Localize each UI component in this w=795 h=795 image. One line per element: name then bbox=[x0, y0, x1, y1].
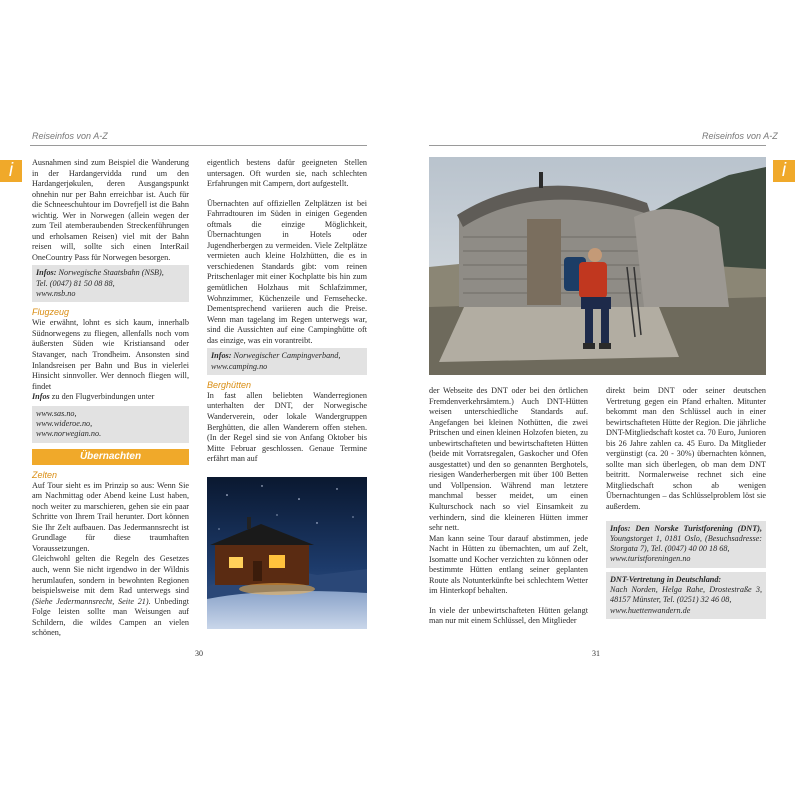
subheading-zelten: Zelten bbox=[32, 469, 58, 480]
info-box-dnt: Infos: Den Norske Turistforening (DNT), Youngstorget 1, 0181 Oslo, (Besuchsadresse: Storgata 7), Tel. (0047) 40 00 18 68, www.turistforeningen.no bbox=[606, 521, 766, 568]
subheading-flugzeug: Flugzeug bbox=[32, 307, 70, 318]
photo-stone-hut bbox=[429, 157, 766, 375]
column-1 bbox=[32, 158, 189, 639]
paragraph: eigentlich bestens dafür geeigneten Stellen untersagen. Oft wurden sie, nach schlechten Erfahrungen mit Campern, dort aufgestellt. bbox=[207, 158, 367, 189]
paragraph: Infos zu den Flugverbindungen unter bbox=[32, 392, 155, 402]
header-rule-right bbox=[429, 145, 766, 146]
subheading-berghuetten: Berghütten bbox=[207, 379, 252, 390]
running-header-right: Reiseinfos von A-Z bbox=[702, 131, 778, 141]
info-box-airlines: www.sas.no, www.wideroe.no, www.norwegian.no. bbox=[32, 406, 189, 443]
paragraph: Auf Tour sieht es im Prinzip so aus: Wenn Sie am Nachmittag oder Abend keine Lust haben, noch weiter zu marschieren, gehen sie ein paar Schritte von Ihrem Trail herunter. Dort können Sie Ihr Zelt aufbauen. Das Jedermannsrecht ist Grundlage für diese traumhaften Voraussetzungen. bbox=[32, 480, 189, 553]
column-2 bbox=[207, 158, 367, 465]
section-tab-right: i bbox=[773, 160, 795, 182]
paragraph: direkt beim DNT oder seiner deutschen Vertretung gegen ein Pfand erhalten. Mitunter bekommt man den Schlüssel auch in einer bewirtschafteten Hütte der Region. Die jährliche DNT-Mitgliedschaft kostet ca. 70 Euro, Junioren bis 26 Jahre zahlen ca. 45 Euro. Da Mitglieder vergünstigt (ca. 20 - 30%) übernachten können, sollte man sich überlegen, ob man dem DNT beitritt. Normalerweise rechnet sich eine Mitgliedschaft schon ab wenigen Übernachtungen – das Schlüsselproblem löst sie außerdem. bbox=[606, 386, 767, 512]
paragraph: In viele der unbewirtschafteten Hütten gelangt man nur mit einem Schlüssel, den Mitglieder bbox=[429, 605, 588, 626]
page-number-left: 30 bbox=[195, 649, 203, 658]
paragraph: Ausnahmen sind zum Beispiel die Wanderung in der Hardangervidda rund um den Hardangerjøkulen, deren Ausgangspunkt ohnehin nur per Bahn erreichbar ist. Auch für die Schneeschuhtour im Dovrefjell ist die Bahn wichtig. Wer in Norwegen (allein wegen der zum Teil atemberaubenden Streckenführungen und erholsamen Reisen) viel mit der Bahn reisen will, sollte sich einen InterRail OneCountry Pass für Norwegen besorgen. bbox=[32, 158, 189, 262]
paragraph: In fast allen beliebten Wanderregionen unterhalten der DNT, der Norwegische Wanderverein, oder lokale Wandergruppen Berghütten, die allen Wanderern offen stehen. (In der Regel sind sie von Anfang Oktober bis Mitte Februar geschlossen. Genaue Termine erfährt man auf bbox=[207, 390, 367, 464]
paragraph: Wie erwähnt, lohnt es sich kaum, innerhalb Südnorwegens zu fliegen, allenfalls noch vom äußersten Süden wie Kristiansand oder Stavanger, nach Trondheim. Ansonsten sind Inlandsreisen per Bahn und Bus in vielerlei Hinsicht sinnvoller. Wer dennoch fliegen will, findet bbox=[32, 318, 189, 391]
paragraph: der Webseite des DNT oder bei den örtlichen Fremdenverkehrsämtern.) Auch DNT-Hütten weisen unterschiedliche Standards auf. Angefangen bei kleinen Nothütten, die zwei Pritschen und einen kleinen Holzofen bieten, zu unbewirtschafteten und bewirtschafteten Hütten (beide mit Vorratsregalen, Gaskocher und Ofen ausgestattet) und den so genannten Berghotels, riesigen Wanderherbergen mit über 100 Betten und Vollpension. Während man letztere manchmal besser meidet, um einen Kulturschock nach so viel Einsamkeit zu verhindern, sind die kleineren Hütten immer sehr nett. bbox=[429, 386, 588, 533]
info-box-dnt-germany: DNT-Vertretung in Deutschland: Nach Norden, Helga Rahe, Drostestraße 3, 48157 Münster, Tel. (0251) 32 46 08, www.huettenwandern.de bbox=[606, 572, 766, 619]
running-header-left: Reiseinfos von A-Z bbox=[32, 131, 108, 141]
section-bar-uebernachten: Übernachten bbox=[32, 449, 189, 465]
info-box-camping: Infos: Norwegischer Campingverband, www.camping.no bbox=[207, 348, 367, 375]
column-3 bbox=[429, 386, 588, 627]
page-number-right: 31 bbox=[592, 649, 600, 658]
paragraph: Gleichwohl gelten die Regeln des Gesetzes auch, wenn Sie nicht irgendwo in der Wildnis herumlaufen, sondern in bewohnten Regionen beispielsweise mit dem Rad unterwegs sind (Siehe Jedermannsrecht, Seite 21). Unbedingt Folge leisten sollte man Weisungen auf Schildern, die wildes Campen an vielen schönen, bbox=[32, 554, 189, 638]
photo-cabin-night bbox=[207, 477, 367, 629]
info-box-nsb: Infos: Norwegische Staatsbahn (NSB), Tel. (0047) 81 50 08 88, www.nsb.no bbox=[32, 265, 189, 302]
column-4 bbox=[606, 386, 766, 623]
header-rule-left bbox=[30, 145, 367, 146]
section-tab-left: i bbox=[0, 160, 22, 182]
paragraph: Übernachten auf offiziellen Zeltplätzen ist bei Fahrradtouren im Süden in einigen Gegenden oftmals die einzige Möglichkeit, Übernachtungen in Hotels oder Jugendherbergen zu vermeiden. Viele Zeltplätze vermieten auch kleine Holzhütten, die es in verschiedenen Standards gibt: vom reinen Pritschenlager mit einer Kochplatte bis hin zum gemütlichen Holzhaus mit Schlafzimmer, Wohnzimmer, Küchenzeile und Fernsehecke. Dementsprechend variieren auch die Preise. Wenn man tagelang im Regen unterwegs war, sind die Aussichten auf eine Campinghütte oft das einzige, was ein vorantreibt. bbox=[207, 198, 367, 345]
paragraph: Man kann seine Tour darauf abstimmen, jede Nacht in Hütten zu übernachten, um auf Zelt, Isomatte und Kocher verzichten zu können oder bestimmte Hütten entlang seiner geplanten Route als Notunterkünfte bei schlechtem Wetter im Hinterkopf behalten. bbox=[429, 533, 588, 596]
